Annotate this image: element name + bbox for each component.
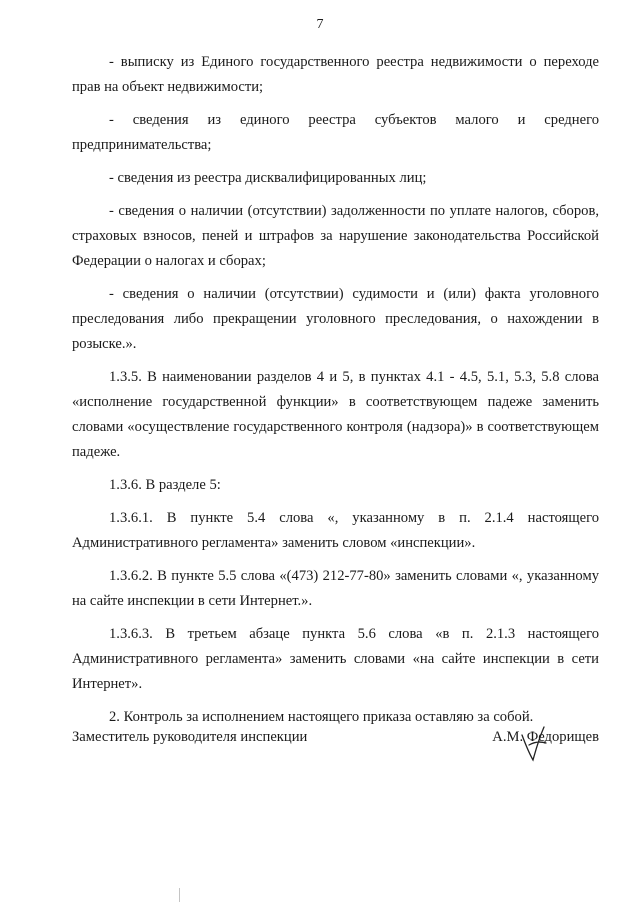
- paragraph: - сведения из единого реестра субъектов малого и среднего предпринимательства;: [72, 112, 599, 153]
- paragraph: - выписку из Единого государственного реестра недвижимости о переходе прав на объект недвижимости;: [72, 54, 599, 95]
- document-body: [72, 50, 599, 738]
- paragraph: 2. Контроль за исполнением настоящего приказа оставляю за собой.: [109, 709, 534, 725]
- paragraph: - сведения о наличии (отсутствии) задолженности по уплате налогов, сборов, страховых взносов, пеней и штрафов за нарушение законодательства Российской Федерации о налогах и сборах;: [72, 203, 599, 269]
- scan-artifact-line: [179, 888, 180, 902]
- signatory-name: А.М. Федорищев: [492, 729, 599, 745]
- paragraph: 1.3.6.2. В пункте 5.5 слова «(473) 212-77-80» заменить словами «, указанному на сайте инспекции в сети Интернет.».: [72, 568, 599, 609]
- paragraph: 1.3.6. В разделе 5:: [109, 477, 221, 493]
- paragraph: 1.3.6.1. В пункте 5.4 слова «, указанному в п. 2.1.4 настоящего Административного регламента» заменить словом «инспекции».: [72, 510, 599, 551]
- signature-block: [72, 723, 599, 763]
- signatory-position: Заместитель руководителя инспекции: [72, 729, 308, 745]
- paragraph: 1.3.5. В наименовании разделов 4 и 5, в пунктах 4.1 - 4.5, 5.1, 5.3, 5.8 слова «исполнение государственной функции» в соответствующем падеже заменить словами «осуществление государственного контроля (надзора)» в соответствующем падеже.: [72, 369, 599, 460]
- paragraph: - сведения о наличии (отсутствии) судимости и (или) факта уголовного преследования либо прекращении уголовного преследования, о нахождении в розыске.».: [72, 286, 599, 352]
- paragraph: - сведения из реестра дисквалифицированных лиц;: [109, 170, 427, 186]
- page-number: 7: [316, 17, 324, 32]
- paragraph: 1.3.6.3. В третьем абзаце пункта 5.6 слова «в п. 2.1.3 настоящего Административного регламента» заменить словами «на сайте инспекции в сети Интернет».: [72, 626, 599, 692]
